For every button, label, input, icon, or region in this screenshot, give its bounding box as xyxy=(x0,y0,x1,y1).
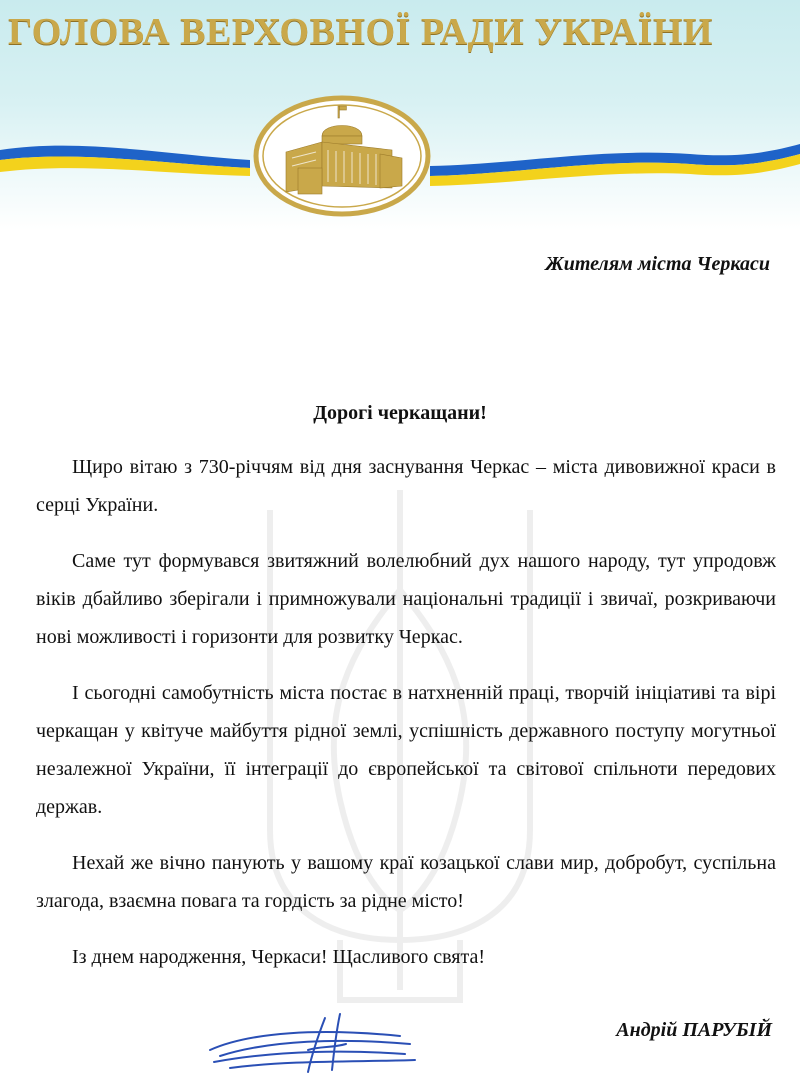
salutation: Дорогі черкащани! xyxy=(313,402,487,424)
letterhead-title: ГОЛОВА ВЕРХОВНОЇ РАДИ УКРАЇНИ xyxy=(8,11,713,53)
parliament-building-icon xyxy=(252,94,432,218)
paragraph: Саме тут формувався звитяжний волелюбний дух нашого народу, тут упродовж віків дбайливо зберігали і примножували національні традиції і звичаї, розкриваючи нові можливості і горизонти для розвитку Черкас. xyxy=(36,550,776,648)
letterhead xyxy=(0,0,800,230)
paragraph: Нехай же вічно панують у вашому краї козацької слави мир, добробут, суспільна злагода, взаємна повага та гордість за рідне місто! xyxy=(36,852,776,912)
handwritten-signature xyxy=(200,1010,420,1080)
signer-name: Андрій ПАРУБІЙ xyxy=(616,1019,772,1041)
letter-body xyxy=(36,448,776,994)
paragraph: Щиро вітаю з 730-річчям від дня заснування Черкас – міста дивовижної краси в серці України. xyxy=(36,456,776,516)
paragraph: І сьогодні самобутність міста постає в натхненній праці, творчій ініціативі та вірі черкащан у квітуче майбуття рідної землі, успішність державного поступу могутньої незалежної України, її інтеграції до європейської та світової спільноти передових держав. xyxy=(36,682,776,818)
addressee: Жителям міста Черкаси xyxy=(545,253,770,275)
paragraph: Із днем народження, Черкаси! Щасливого свята! xyxy=(72,946,485,968)
